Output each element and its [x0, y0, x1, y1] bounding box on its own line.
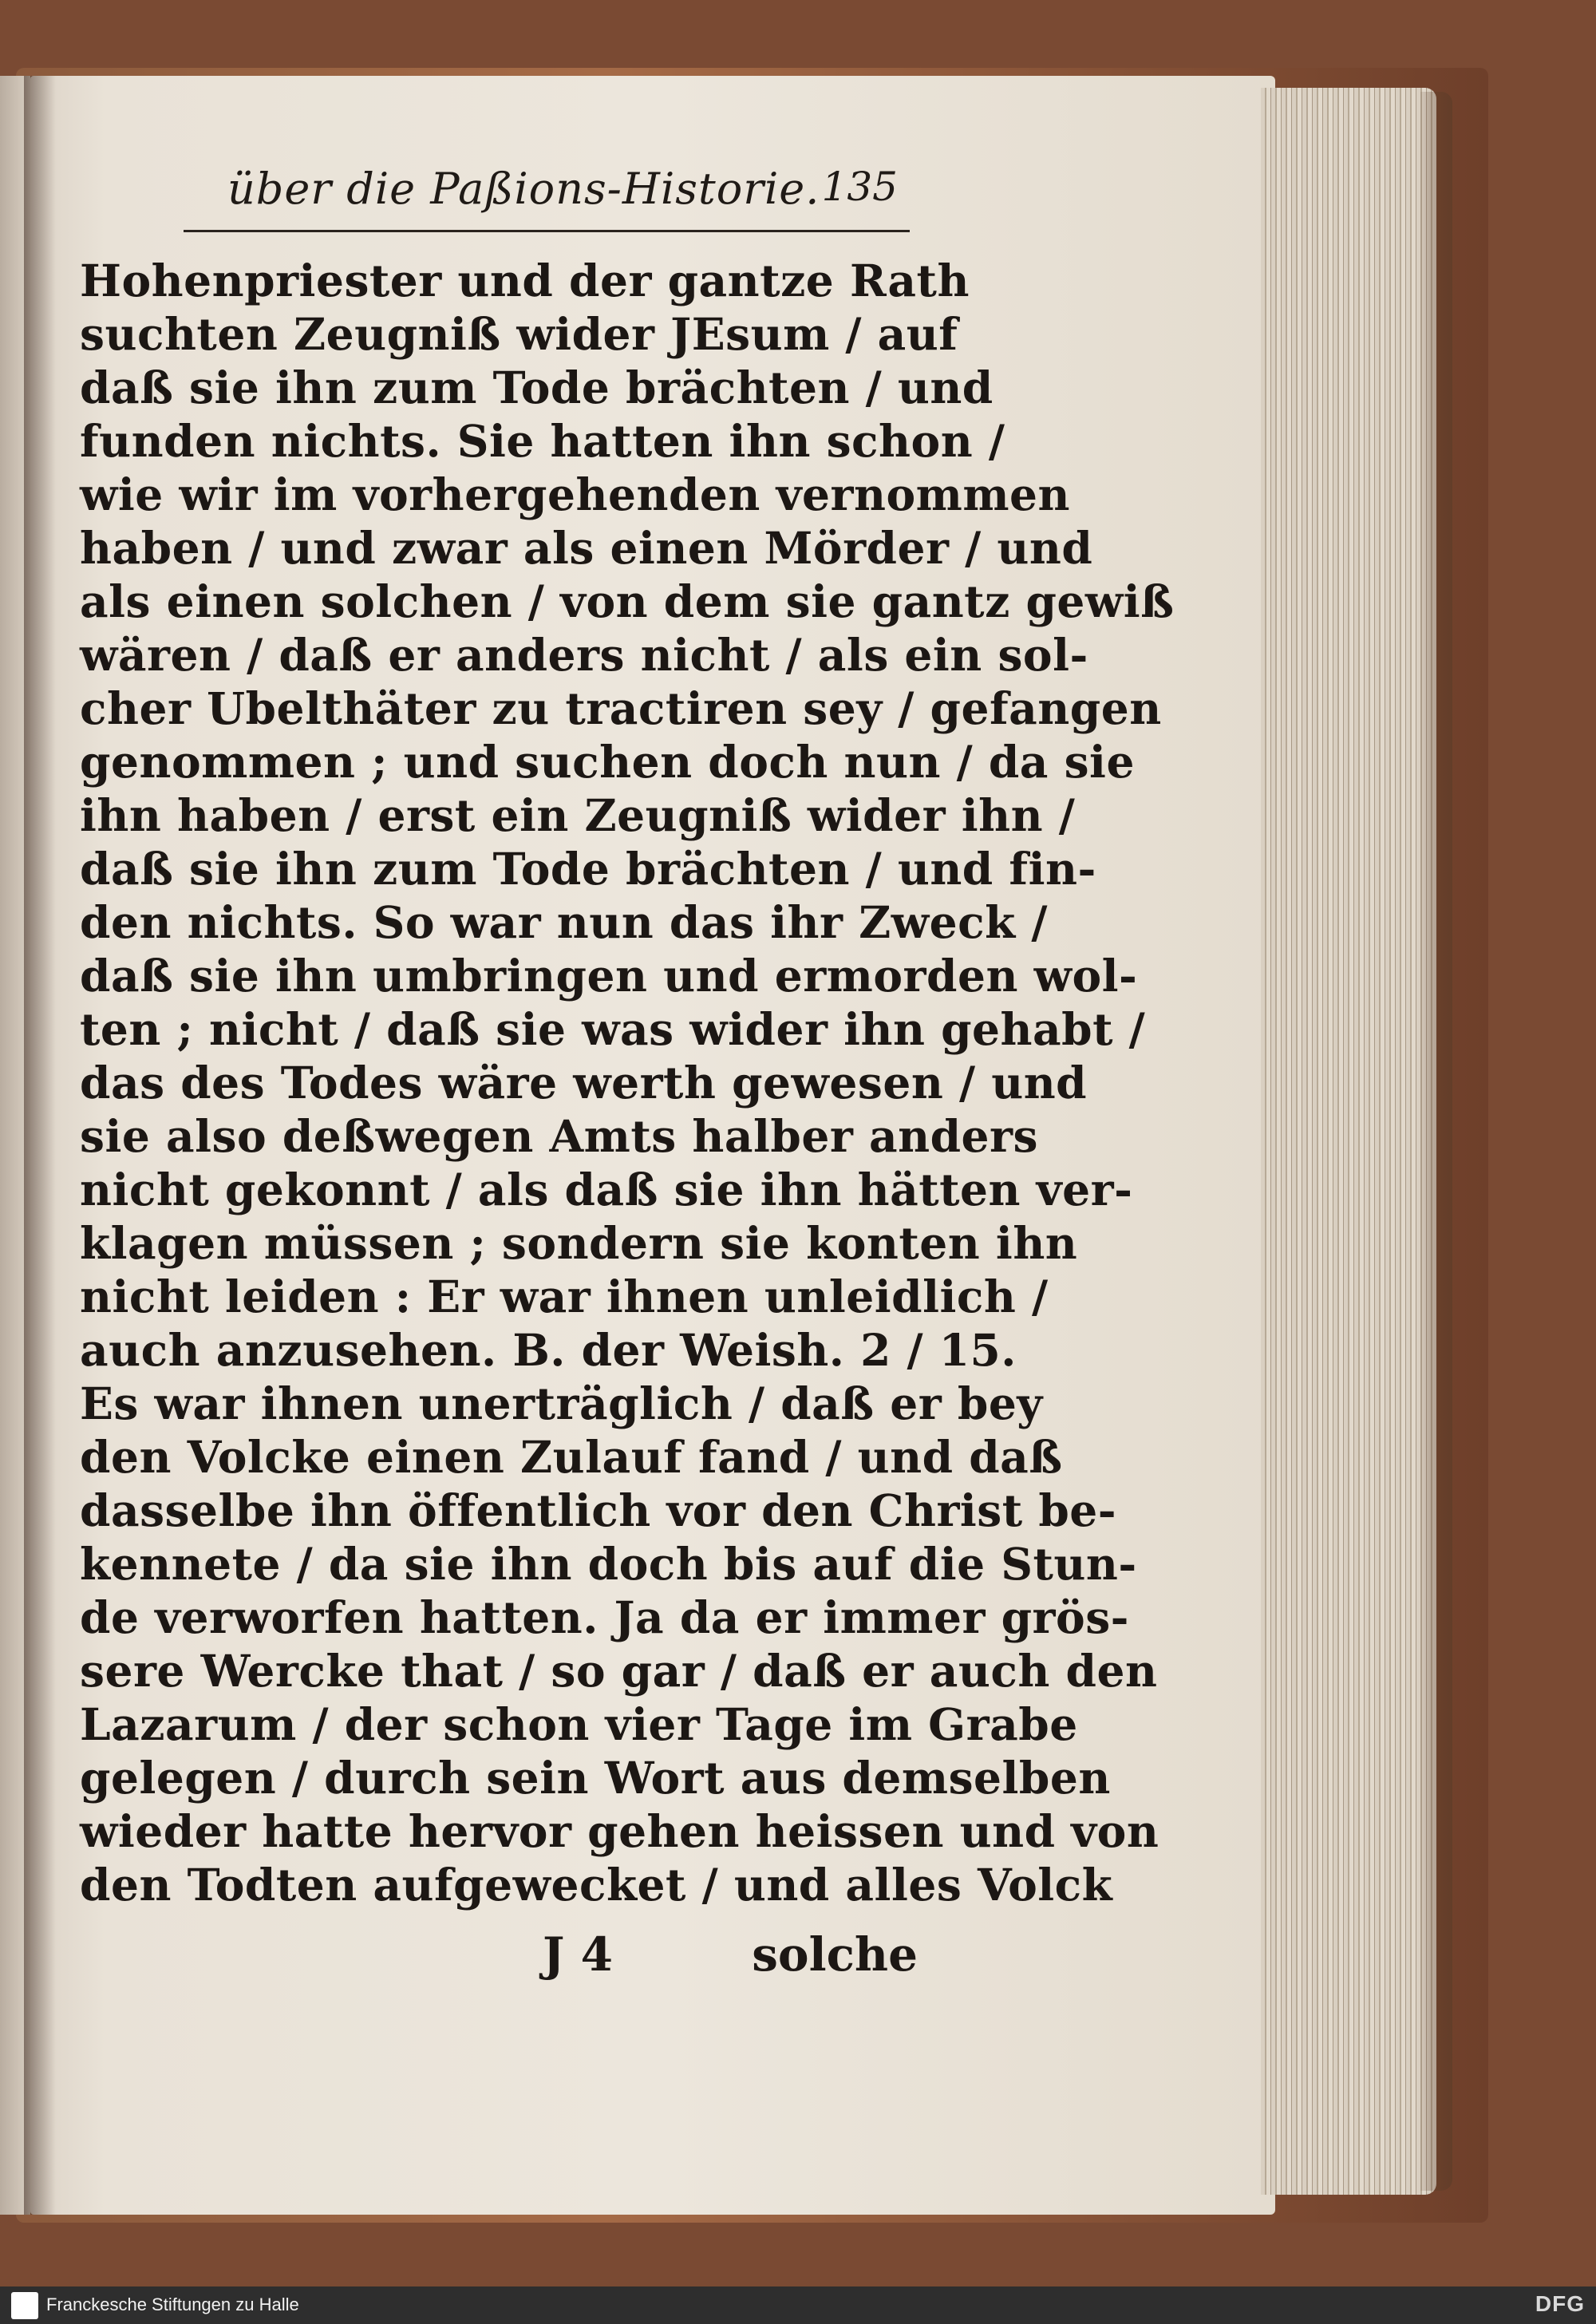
header-rule	[184, 230, 910, 232]
viewer-footer-bar	[0, 2286, 1596, 2324]
text-line: funden nichts. Sie hatten ihn schon /	[80, 415, 1005, 467]
catchword: solche	[752, 1927, 918, 1982]
text-line: daß sie ihn zum Tode brächten / und fin-	[80, 843, 1096, 895]
text-line: den Volcke einen Zulauf fand / und daß	[80, 1431, 1063, 1483]
signature-mark: J 4	[543, 1927, 613, 1982]
text-line: Hohenpriester und der gantze Rath	[80, 255, 970, 306]
text-line: suchten Zeugniß wider JEsum / auf	[80, 308, 958, 360]
institution-logo-icon	[11, 2292, 38, 2319]
text-line: sie also deßwegen Amts halber anders	[80, 1110, 1038, 1162]
text-line: wieder hatte hervor gehen heissen und von	[80, 1805, 1159, 1857]
text-line: dasselbe ihn öffentlich vor den Christ be-	[80, 1484, 1117, 1536]
running-title: über die Paßions-Historie.	[227, 164, 820, 214]
text-line: nicht leiden : Er war ihnen unleidlich /	[80, 1271, 1049, 1322]
text-line: Lazarum / der schon vier Tage im Grabe	[80, 1698, 1078, 1750]
text-line: kennete / da sie ihn doch bis auf die Stun-	[80, 1538, 1137, 1590]
page-footer	[80, 1927, 918, 1991]
text-line: genommen ; und suchen doch nun / da sie	[80, 736, 1135, 788]
text-line: das des Todes wäre werth gewesen / und	[80, 1057, 1088, 1109]
page-number: 135	[821, 164, 898, 210]
text-line: gelegen / durch sein Wort aus demselben	[80, 1752, 1111, 1804]
text-line: nicht gekonnt / als daß sie ihn hätten ver-	[80, 1164, 1133, 1215]
text-line: ihn haben / erst ein Zeugniß wider ihn /	[80, 789, 1076, 841]
page-edges	[1261, 88, 1436, 2195]
text-line: daß sie ihn umbringen und ermorden wol-	[80, 950, 1138, 1002]
text-line: den nichts. So war nun das ihr Zweck /	[80, 896, 1048, 948]
text-line: sere Wercke that / so gar / daß er auch den	[80, 1645, 1158, 1697]
page-edge-shadow	[1420, 92, 1452, 2191]
text-line: Es war ihnen unerträglich / daß er bey	[80, 1377, 1043, 1429]
text-line: den Todten aufgewecket / und alles Volck	[80, 1859, 1113, 1911]
institution-name: Franckesche Stiftungen zu Halle	[46, 2294, 299, 2314]
text-line: cher Ubelthäter zu tractiren sey / gefangen	[80, 682, 1162, 734]
text-line: ten ; nicht / daß sie was wider ihn gehabt /	[80, 1003, 1146, 1055]
text-line: als einen solchen / von dem sie gantz gewiß	[80, 575, 1175, 627]
dfg-logo: DFG	[1535, 2291, 1585, 2316]
text-line: klagen müssen ; sondern sie konten ihn	[80, 1217, 1078, 1269]
body-text	[80, 254, 1175, 1911]
text-line: auch anzusehen. B. der Weish. 2 / 15.	[80, 1324, 1017, 1376]
text-line: de verworfen hatten. Ja da er immer grös-	[80, 1591, 1130, 1643]
text-line: daß sie ihn zum Tode brächten / und	[80, 362, 994, 413]
text-line: wären / daß er anders nicht / als ein sol-	[80, 629, 1088, 681]
text-line: haben / und zwar als einen Mörder / und	[80, 522, 1093, 574]
page-header	[227, 164, 898, 227]
gutter-shadow	[24, 76, 56, 2215]
text-line: wie wir im vorhergehenden vernommen	[80, 468, 1071, 520]
